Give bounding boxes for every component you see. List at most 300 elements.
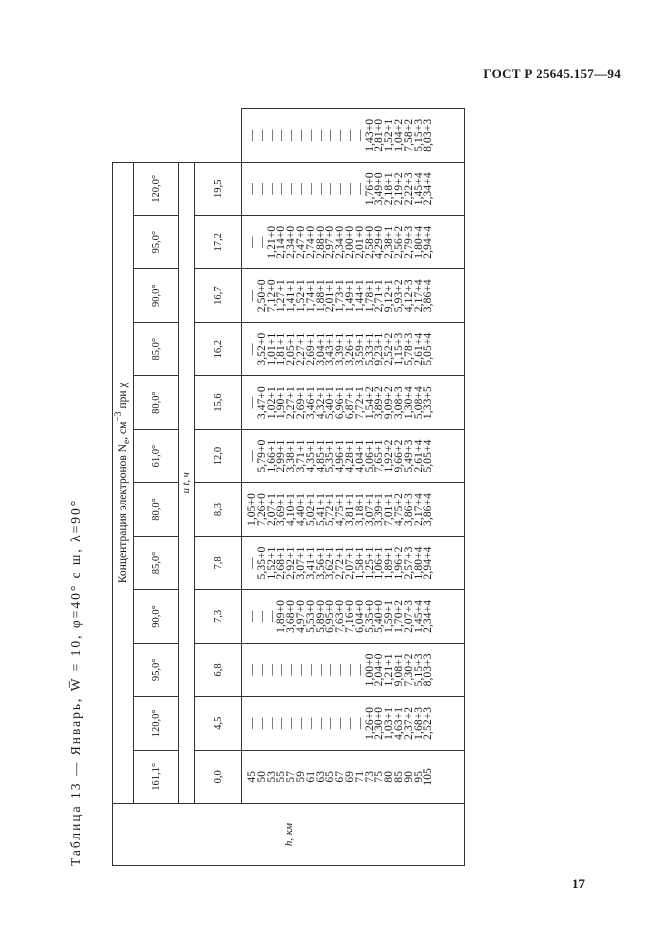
angle-header: 90,0° <box>134 590 179 643</box>
table-cell: 3,26+1 <box>343 332 356 366</box>
table-cell: 2,14+0 <box>275 225 288 259</box>
table-cell: — <box>294 717 307 730</box>
data-column <box>242 643 465 696</box>
table-cell: — <box>246 717 258 730</box>
table-cell: 1,58+1 <box>353 546 366 580</box>
height-value: 75 <box>373 770 386 783</box>
table-cell: — <box>275 182 288 195</box>
table-cell: 1,52+1 <box>294 279 307 313</box>
table-cell: 1,89+0 <box>275 599 288 633</box>
table-cell: 2,19+2 <box>392 172 405 206</box>
table-cell: 4,04+1 <box>353 439 366 473</box>
table-cell: — <box>255 129 268 142</box>
table-cell: 2,22+3 <box>402 172 415 206</box>
table-cell: 2,52+2 <box>383 332 396 366</box>
rotated-table-block <box>68 108 518 866</box>
table-cell: 2,30+0 <box>373 706 386 740</box>
table-cell: 5,06+1 <box>363 439 376 473</box>
table-cell: 3,38+1 <box>285 439 298 473</box>
table-cell: 1,76+0 <box>363 172 376 206</box>
table-cell: 1,80+4 <box>412 225 425 259</box>
height-header: h, км <box>113 804 465 866</box>
table-cell: 2,47+0 <box>294 225 307 259</box>
table-cell: 4,40+1 <box>294 493 307 526</box>
table-cell: — <box>343 129 356 142</box>
table-cell: 7,12+0 <box>265 279 278 313</box>
table-cell: 9,09+2 <box>383 386 396 420</box>
table-cell: 2,61+4 <box>412 332 425 366</box>
data-column <box>242 322 465 375</box>
table-cell: 4,35+1 <box>304 439 317 473</box>
table-cell: — <box>265 717 278 730</box>
table-cell: 6,96+1 <box>334 386 347 420</box>
table-cell: 1,66+1 <box>265 439 278 473</box>
table-cell: 9,12+1 <box>383 279 396 313</box>
table-cell: — <box>353 717 366 730</box>
table-cell: 5,93+2 <box>392 279 405 313</box>
table-cell: 3,47+0 <box>255 386 268 420</box>
table-cell: — <box>246 289 258 302</box>
table-cell: 2,52+3 <box>422 706 435 740</box>
height-value: 71 <box>353 770 366 783</box>
table-cell: 1,89+1 <box>383 546 396 580</box>
time-header: 4,5 <box>195 697 242 750</box>
table-cell: 4,96+1 <box>334 439 347 473</box>
table-cell: 5,02+1 <box>304 493 317 526</box>
angle-header: 90,0° <box>134 269 179 322</box>
table-cell: 2,34+4 <box>422 172 435 206</box>
table-cell: 2,57+3 <box>402 546 415 580</box>
table-cell: 1,49+1 <box>343 279 356 313</box>
table-cell: 7,01+1 <box>383 493 396 526</box>
table-cell: 5,49+3 <box>402 439 415 473</box>
table-cell: 3,07+1 <box>363 493 376 526</box>
table-cell: 2,94+4 <box>422 546 435 580</box>
table-cell: 3,04+1 <box>314 332 327 366</box>
height-value: 63 <box>314 770 327 783</box>
table-cell: 4,12+3 <box>402 279 415 313</box>
table-cell: 2,07+1 <box>265 493 278 526</box>
table-cell: 7,30+2 <box>402 653 415 687</box>
height-column <box>242 750 465 803</box>
table-cell: 6,95+0 <box>324 599 337 633</box>
angle-header: 161,1° <box>134 750 179 803</box>
table-cell: 3,56+1 <box>314 546 327 580</box>
table-cell: 3,81+1 <box>343 493 356 526</box>
table-cell: 3,39+1 <box>373 493 386 526</box>
table-cell: 1,70+2 <box>392 599 405 633</box>
table-cell: 5,41+1 <box>314 493 327 526</box>
table-cell: 3,89+2 <box>373 386 386 420</box>
table-cell: 2,88+0 <box>314 225 327 259</box>
table-cell: 4,32+1 <box>314 386 327 420</box>
table-cell: 1,78+1 <box>363 279 376 313</box>
angle-header: 61,0° <box>134 429 179 482</box>
table-title-tail: при χ <box>117 382 130 409</box>
table-cell: 1,41+1 <box>285 279 298 313</box>
table-cell: — <box>285 182 298 195</box>
table-cell: 1,04+2 <box>392 118 405 152</box>
angle-header: 80,0° <box>134 483 179 536</box>
angle-header: 120,0° <box>134 697 179 750</box>
table-cell: 2,27+1 <box>285 386 298 420</box>
table-cell: — <box>304 717 317 730</box>
table-cell: — <box>255 182 268 195</box>
table-cell: 3,59+1 <box>353 332 366 366</box>
height-value: 55 <box>275 770 288 783</box>
table-cell: 5,05+4 <box>422 332 435 366</box>
table-cell: 1,25+1 <box>363 546 376 580</box>
table-cell: 2,72+1 <box>334 546 347 580</box>
table-cell: 3,62+1 <box>324 546 337 580</box>
height-value: 80 <box>383 770 396 783</box>
table-cell: 1,73+1 <box>334 279 347 313</box>
table-cell: — <box>255 717 268 730</box>
height-value: 95 <box>412 770 425 783</box>
table-title-exp: −3 <box>113 411 125 422</box>
table-cell: 3,86+3 <box>402 493 415 526</box>
height-value: 67 <box>334 770 347 783</box>
table-cell: — <box>304 182 317 195</box>
table-cell: 2,01+1 <box>324 279 337 313</box>
height-value: 105 <box>422 768 435 786</box>
table-cell: — <box>324 129 337 142</box>
table-cell: 2,61+4 <box>412 439 425 473</box>
table-cell: 9,23+1 <box>373 332 386 366</box>
table-cell: 5,89+0 <box>314 599 327 633</box>
table-cell: 1,96+2 <box>392 546 405 580</box>
table-cell: — <box>353 129 366 142</box>
table-cell: 1,01+1 <box>265 332 278 366</box>
table-cell: — <box>353 664 366 676</box>
table-cell: 2,97+0 <box>324 225 337 259</box>
table-cell: 1,52+1 <box>265 546 278 580</box>
data-column <box>242 216 465 269</box>
table-cell: 5,35+0 <box>363 599 376 633</box>
table-cell: 2,50+0 <box>255 279 268 313</box>
table-cell: — <box>314 664 327 676</box>
table-cell: 1,44+1 <box>353 279 366 313</box>
table-cell: — <box>255 236 268 249</box>
table-cell: 1,74+1 <box>304 279 317 313</box>
height-value: 65 <box>324 770 337 783</box>
data-row <box>242 109 465 866</box>
table-cell: 3,52+0 <box>255 332 268 366</box>
table-cell: 1,21+1 <box>383 653 396 687</box>
table-cell: 5,33+1 <box>363 332 376 366</box>
height-value: 50 <box>255 770 268 783</box>
table-cell: 3,86+4 <box>422 279 435 313</box>
table-cell: — <box>246 664 258 676</box>
table-cell: 2,17+4 <box>412 493 425 526</box>
table-cell: 2,74+0 <box>304 225 317 259</box>
angle-header: 120,0° <box>134 162 179 215</box>
time-header: 16,7 <box>195 269 242 322</box>
table-cell: 1,54+2 <box>363 386 376 420</box>
table-cell: — <box>314 717 327 730</box>
table-cell: 7,26+0 <box>255 493 268 526</box>
table-cell: 2,79+3 <box>402 225 415 259</box>
table-cell: — <box>265 129 278 142</box>
table-cell: 3,86+4 <box>422 493 435 526</box>
table-cell: 1,02+1 <box>265 386 278 420</box>
table-cell: — <box>324 182 337 195</box>
height-value: 90 <box>402 770 415 783</box>
table-cell: — <box>275 664 288 676</box>
table-title-sub: e <box>121 439 133 444</box>
table-cell: — <box>275 129 288 142</box>
table-cell: 4,85+1 <box>314 439 327 473</box>
table-cell: 7,16+0 <box>343 599 356 633</box>
table-cell: 1,43+0 <box>363 118 376 152</box>
height-value: 61 <box>304 770 317 783</box>
table-cell: 1,52+1 <box>383 118 396 152</box>
table-cell: — <box>334 717 347 730</box>
table-cell: 2,07+3 <box>402 599 415 633</box>
table-cell: 1,05+0 <box>246 493 258 526</box>
table-cell: 2,34+0 <box>285 225 298 259</box>
table-cell: 7,58+2 <box>402 118 415 152</box>
table-cell: 2,69+1 <box>294 386 307 420</box>
time-header: 15,6 <box>195 376 242 429</box>
table-cell: 5,79+0 <box>255 439 268 473</box>
table-title: Концентрация электронов N <box>117 444 130 584</box>
time-header: 6,8 <box>195 643 242 696</box>
table-cell: 2,18+1 <box>383 172 396 206</box>
table-cell: 1,81+1 <box>275 332 288 366</box>
angle-header: 80,0° <box>134 376 179 429</box>
time-caption: и t, ч <box>179 162 195 803</box>
table-cell: 1,15+3 <box>392 332 405 366</box>
table-cell: 1,06+1 <box>373 546 386 580</box>
data-column <box>242 697 465 750</box>
table-cell: — <box>324 717 337 730</box>
table-cell: 2,01+0 <box>353 225 366 259</box>
table-cell: — <box>255 664 268 676</box>
table-cell: 3,39+1 <box>334 332 347 366</box>
table-cell: 6,87+1 <box>343 386 356 420</box>
time-header: 17,2 <box>195 216 242 269</box>
table-cell: 2,68+1 <box>275 546 288 580</box>
table-cell: 5,53+0 <box>304 599 317 633</box>
table-cell: — <box>255 610 268 623</box>
table-cell: — <box>334 129 347 142</box>
table-cell: — <box>275 717 288 730</box>
table-cell: — <box>246 557 258 569</box>
table-cell: — <box>246 236 258 249</box>
table-cell: — <box>265 182 278 195</box>
table-cell: 3,07+1 <box>294 546 307 580</box>
page-number: 17 <box>572 876 585 891</box>
table-cell: 1,68+3 <box>412 706 425 740</box>
table-cell: 5,05+4 <box>422 439 435 473</box>
table-cell: 1,03+1 <box>383 706 396 740</box>
table-cell: — <box>314 182 327 195</box>
table-cell: — <box>304 664 317 676</box>
table-cell: 1,92+2 <box>383 439 396 473</box>
table-cell: — <box>334 182 347 195</box>
table-cell: 3,46+1 <box>304 386 317 420</box>
table-cell: 5,35+1 <box>324 439 337 473</box>
table-cell: 7,63+0 <box>334 599 347 633</box>
height-value: 45 <box>246 770 258 783</box>
table-caption: Таблица 13 — Январь, W̅ = 10, φ=40° с ш, λ=90° <box>68 498 83 866</box>
time-header: 7,3 <box>195 590 242 643</box>
table-cell: 2,34+0 <box>334 225 347 259</box>
table-cell: 2,38+1 <box>383 225 396 259</box>
table-cell: 2,37+2 <box>402 706 415 740</box>
table-cell: — <box>246 610 258 623</box>
table-cell: — <box>246 129 258 142</box>
table-cell: 1,59+1 <box>383 599 396 633</box>
table-cell: 8,03+3 <box>422 118 435 152</box>
table-cell: 7,72+1 <box>353 386 366 420</box>
table-cell: — <box>304 129 317 142</box>
table-cell: 3,41+1 <box>304 546 317 580</box>
table-cell: 4,75+1 <box>334 493 347 526</box>
table-cell: 1,45+4 <box>412 172 425 206</box>
table-cell: 2,00+0 <box>343 225 356 259</box>
table-cell: 2,69+1 <box>304 332 317 366</box>
table-cell: 1,33+5 <box>422 386 435 420</box>
height-value: 57 <box>285 770 298 783</box>
table-cell: 3,68+0 <box>285 599 298 633</box>
document-header: ГОСТ Р 25645.157—94 <box>483 66 621 81</box>
table-cell: 5,72+1 <box>324 493 337 526</box>
height-value: 59 <box>294 770 307 783</box>
height-value: 69 <box>343 770 356 783</box>
time-header: 19,5 <box>195 162 242 215</box>
table-cell: 3,71+1 <box>294 439 307 473</box>
table-cell: 8,03+3 <box>422 653 435 687</box>
angle-header: 95,0° <box>134 643 179 696</box>
table-cell: — <box>246 450 258 462</box>
table-cell: 5,40+0 <box>373 599 386 633</box>
angle-header: 85,0° <box>134 322 179 375</box>
table-cell: 3,69+1 <box>275 493 288 526</box>
table-cell: 2,58+0 <box>363 225 376 259</box>
table-cell: — <box>343 664 356 676</box>
table-cell: — <box>285 129 298 142</box>
table-cell: 4,63+1 <box>392 706 405 740</box>
table-cell: 5,40+1 <box>324 386 337 420</box>
table-cell: 2,56+2 <box>392 225 405 259</box>
table-cell: — <box>285 717 298 730</box>
table-cell: 2,94+4 <box>422 225 435 259</box>
height-value: 73 <box>363 770 376 783</box>
data-column <box>242 590 465 643</box>
table-cell: 9,08+1 <box>392 653 405 687</box>
table-cell: 1,26+0 <box>363 706 376 740</box>
local-time-row <box>195 109 242 866</box>
table-cell: 5,15+3 <box>412 653 425 687</box>
table-cell: 9,66+2 <box>392 439 405 473</box>
table-cell: 4,75+2 <box>392 493 405 526</box>
data-column <box>242 483 465 536</box>
table-cell: 1,30+4 <box>402 386 415 420</box>
table-cell: 2,71+1 <box>373 279 386 313</box>
table-cell: — <box>314 129 327 142</box>
data-column <box>242 536 465 589</box>
height-value: 85 <box>392 770 405 783</box>
table-cell: — <box>353 182 366 195</box>
data-column <box>242 162 465 215</box>
table-cell: — <box>246 182 258 195</box>
table-cell: 2,27+1 <box>294 332 307 366</box>
table-cell: — <box>343 182 356 195</box>
height-value: 53 <box>265 770 278 783</box>
table-cell: — <box>265 664 278 676</box>
table-cell: 1,27+1 <box>275 279 288 313</box>
table-cell: 4,97+0 <box>294 599 307 633</box>
table-cell: 3,18+1 <box>353 493 366 526</box>
time-header: 7,8 <box>195 536 242 589</box>
electron-density-table <box>112 108 465 866</box>
zenith-angle-row <box>134 109 179 866</box>
table-cell: 1,90+1 <box>275 386 288 420</box>
table-cell: 4,28+1 <box>343 439 356 473</box>
table-cell: 2,04+0 <box>373 653 386 687</box>
table-cell: 5,08+4 <box>412 386 425 420</box>
data-column <box>242 109 465 163</box>
table-cell: 4,29+0 <box>373 225 386 259</box>
table-cell: 1,21+0 <box>265 225 278 259</box>
data-column <box>242 429 465 482</box>
data-column <box>242 269 465 322</box>
table-cell: 1,88+1 <box>314 279 327 313</box>
table-cell: 1,45+4 <box>412 599 425 633</box>
table-title-cell <box>113 162 134 803</box>
table-cell: — <box>265 610 278 623</box>
table-cell: 2,07+1 <box>343 546 356 580</box>
table-cell: — <box>285 664 298 676</box>
table-cell: — <box>246 343 258 355</box>
table-cell: 5,35+0 <box>255 546 268 580</box>
table-cell: 6,04+0 <box>353 599 366 633</box>
angle-header: 95,0° <box>134 216 179 269</box>
table-cell: — <box>294 182 307 195</box>
data-column <box>242 376 465 429</box>
table-cell: 2,92+1 <box>285 546 298 580</box>
table-title-unit: , см <box>117 421 130 440</box>
table-cell: — <box>334 664 347 676</box>
table-cell: 3,08+3 <box>392 386 405 420</box>
table-cell: 3,43+1 <box>324 332 337 366</box>
angle-header: 85,0° <box>134 536 179 589</box>
table-cell: — <box>246 396 258 409</box>
time-header: 0,0 <box>195 750 242 803</box>
time-header: 8,3 <box>195 483 242 536</box>
time-header: 12,0 <box>195 429 242 482</box>
table-cell: 2,17+4 <box>412 279 425 313</box>
table-cell: 1,80+4 <box>412 546 425 580</box>
table-cell: — <box>324 664 337 676</box>
table-cell: 3,49+0 <box>373 172 386 206</box>
table-cell: 2,05+1 <box>285 332 298 366</box>
table-cell: — <box>294 664 307 676</box>
table-cell: — <box>343 717 356 730</box>
table-cell: — <box>294 129 307 142</box>
table-cell: 2,81+0 <box>373 118 386 152</box>
table-cell: 5,15+3 <box>412 118 425 152</box>
time-header: 16,2 <box>195 322 242 375</box>
table-cell: 4,10+1 <box>285 493 298 526</box>
table-cell: 5,78+3 <box>402 332 415 366</box>
table-cell: 1,00+0 <box>363 653 376 687</box>
table-cell: 7,65+1 <box>373 439 386 473</box>
table-cell: 2,34+4 <box>422 599 435 633</box>
table-cell: 2,99+1 <box>275 439 288 473</box>
